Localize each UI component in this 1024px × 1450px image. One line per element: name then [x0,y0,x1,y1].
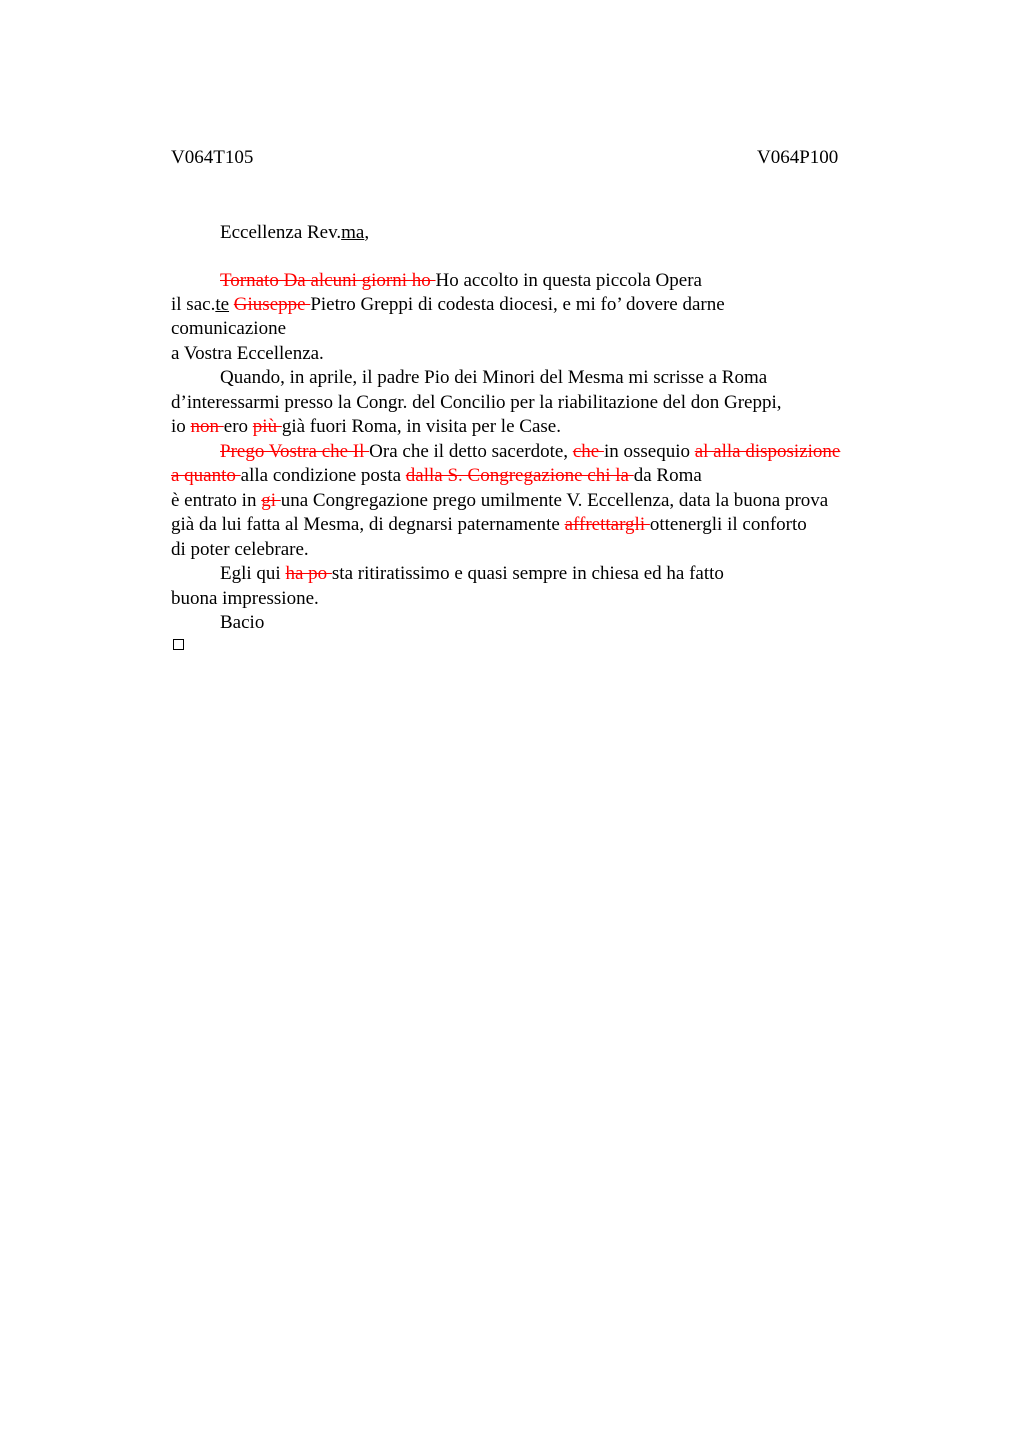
line-text: il sac. [171,294,216,315]
document-code-left: V064T105 [171,147,254,168]
letter-line-2 [171,294,725,316]
line-text: di poter celebrare. [171,539,309,560]
line-text: una Congregazione prego umilmente V. Eccellenza, data la buona prova [280,490,829,511]
deleted-text: non [190,416,224,437]
line-text: Quando, in aprile, il padre Pio dei Minori del Mesma mi scrisse a Roma [220,367,768,388]
letter-line-14 [171,588,319,610]
deleted-text: più [252,416,282,437]
deleted-text: Giuseppe [233,294,311,315]
letter-line-12 [171,539,309,561]
line-text: già fuori Roma, in visita per le Case. [281,416,561,437]
line-text: in ossequio [603,441,695,462]
line-text: comunicazione [171,318,287,339]
deleted-text: ha po [285,563,332,584]
line-text: Ora che il detto sacerdote, [369,441,573,462]
deleted-text: affrettargli [564,514,650,535]
deleted-text: Tornato Da alcuni giorni ho [220,270,436,291]
line-text: ottenergli il conforto [649,514,807,535]
line-text: ero [223,416,253,437]
line-text: è entrato in [171,490,262,511]
letter-line-4 [171,343,324,365]
letter-line-7 [171,416,561,438]
line-text: a Vostra Eccellenza. [171,343,324,364]
letter-line-9 [171,465,702,487]
deleted-text: a quanto [171,465,241,486]
line-text: buona impressione. [171,588,319,609]
abbrev-text: te [215,294,230,315]
line-text: alla condizione posta [240,465,406,486]
deleted-text: che [572,441,604,462]
deleted-text: Prego Vostra che Il [220,441,370,462]
letter-line-3 [171,318,286,340]
line-text: Bacio [220,612,265,633]
deleted-text: dalla S. Congregazione chi la [405,465,634,486]
letter-line-13 [220,563,724,585]
letter-line-6 [171,392,781,414]
salutation-text: Eccellenza Rev. [220,222,342,243]
line-text: Ho accolto in questa piccola Opera [435,270,702,291]
letter-line-1 [220,270,702,292]
empty-box-icon [173,639,184,650]
line-text: da Roma [633,465,702,486]
closing-line [220,612,264,634]
line-text: io [171,416,191,437]
letter-line-11 [171,514,807,536]
deleted-text: al alla disposizione [694,441,841,462]
salutation-comma: , [364,222,370,243]
line-text: Pietro Greppi di codesta diocesi, e mi fo’ dovere darne [310,294,725,315]
line-text: d’interessarmi presso la Congr. del Concilio per la riabilitazione del don Greppi, [171,392,782,413]
deleted-text: gi [261,490,281,511]
letter-line-10 [171,490,828,512]
document-code-right: V064P100 [757,147,839,168]
salutation-abbrev: ma [341,222,365,243]
line-text: già da lui fatta al Mesma, di degnarsi paternamente [171,514,565,535]
line-text: sta ritiratissimo e quasi sempre in chiesa ed ha fatto [331,563,724,584]
letter-line-5 [220,367,767,389]
letter-line-8 [220,441,840,463]
salutation [220,222,369,244]
line-text: Egli qui [220,563,286,584]
